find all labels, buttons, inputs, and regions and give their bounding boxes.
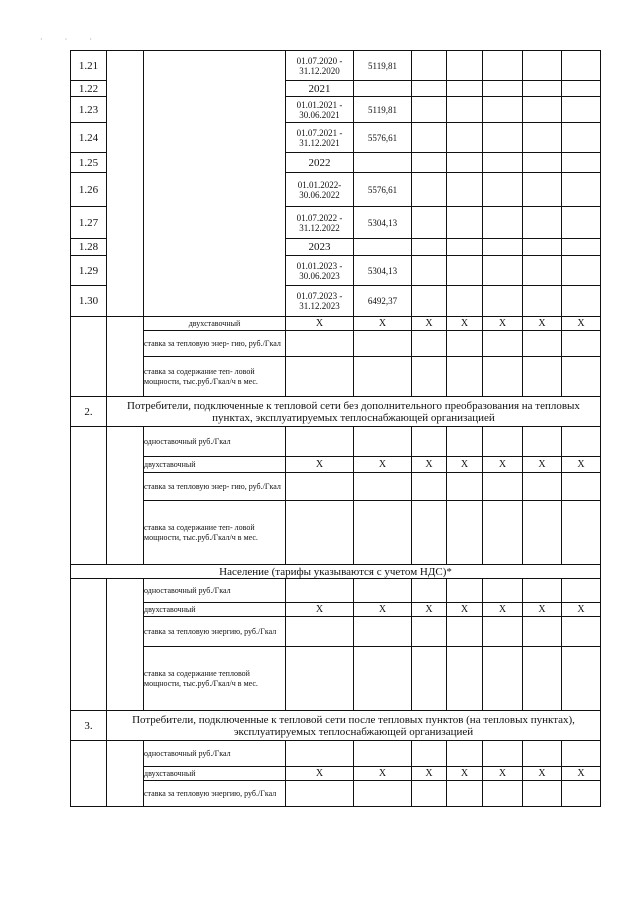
row-number: 1.26 xyxy=(71,173,107,207)
table-row xyxy=(71,51,601,81)
empty-cell xyxy=(107,51,144,317)
rate-label: ставка за тепловую энергию, руб./Гкал xyxy=(144,781,286,807)
table-row xyxy=(71,617,601,647)
period-cell: 01.01.2022- 30.06.2022 xyxy=(286,173,354,207)
na-mark: X xyxy=(354,767,412,781)
na-mark: X xyxy=(286,603,354,617)
na-mark: X xyxy=(447,603,483,617)
na-mark: X xyxy=(447,317,483,331)
year-cell: 2023 xyxy=(286,239,354,256)
na-mark: X xyxy=(523,317,562,331)
table-row xyxy=(71,501,601,565)
section-title: Потребители, подключенные к тепловой сети без дополнительного преобразования на тепловых пунктах, эксплуатируемых теплоснабжающей организацией xyxy=(107,397,601,427)
na-mark: X xyxy=(286,317,354,331)
na-mark: X xyxy=(447,767,483,781)
na-mark: X xyxy=(447,457,483,473)
na-mark: X xyxy=(354,317,412,331)
year-cell: 2021 xyxy=(286,81,354,97)
table-row xyxy=(71,357,601,397)
table-row xyxy=(71,579,601,603)
price-cell: 5576,61 xyxy=(354,123,412,153)
na-mark: X xyxy=(483,457,523,473)
table-row xyxy=(71,473,601,501)
tariff-table xyxy=(70,50,601,807)
section-title: Потребители, подключенные к тепловой сети после тепловых пунктов (на тепловых пунктах), эксплуатируемых теплоснабжающей организацией xyxy=(107,711,601,741)
tariff-type-label: двухставочный xyxy=(144,603,286,617)
table-row xyxy=(71,331,601,357)
na-mark: X xyxy=(412,603,447,617)
row-number: 1.25 xyxy=(71,153,107,173)
section-number: 3. xyxy=(71,711,107,741)
tariff-type-label: двухставочный xyxy=(144,767,286,781)
table-row xyxy=(71,781,601,807)
section-header-row xyxy=(71,397,601,427)
row-number: 1.27 xyxy=(71,207,107,239)
na-mark: X xyxy=(286,457,354,473)
price-cell: 5576,61 xyxy=(354,173,412,207)
price-cell: 6492,37 xyxy=(354,286,412,317)
na-mark: X xyxy=(562,767,601,781)
price-cell: 5119,81 xyxy=(354,51,412,81)
period-cell: 01.07.2021 - 31.12.2021 xyxy=(286,123,354,153)
na-mark: X xyxy=(354,457,412,473)
price-cell: 5119,81 xyxy=(354,97,412,123)
rate-label: ставка за тепловую энер- гию, руб./Гкал xyxy=(144,331,286,357)
na-mark: X xyxy=(412,767,447,781)
population-header: Население (тарифы указываются с учетом НДС)* xyxy=(71,565,601,579)
row-number: 1.28 xyxy=(71,239,107,256)
na-mark: X xyxy=(483,767,523,781)
tariff-type-label: одноставочный руб./Гкал xyxy=(144,579,286,603)
period-cell: 01.07.2023 - 31.12.2023 xyxy=(286,286,354,317)
na-mark: X xyxy=(412,317,447,331)
empty-cell xyxy=(144,51,286,317)
na-mark: X xyxy=(483,317,523,331)
rate-label: ставка за содержание теп- ловой мощности, тыс.руб./Гкал/ч в мес. xyxy=(144,501,286,565)
row-number: 1.29 xyxy=(71,256,107,286)
na-mark: X xyxy=(562,317,601,331)
table-row xyxy=(71,741,601,767)
table-row xyxy=(71,767,601,781)
table-row xyxy=(71,427,601,457)
page-mark: · · · xyxy=(40,35,102,44)
rate-label: ставка за содержание тепловой мощности, тыс.руб./Гкал/ч в мес. xyxy=(144,647,286,711)
na-mark: X xyxy=(523,603,562,617)
price-cell: 5304,13 xyxy=(354,207,412,239)
row-number: 1.21 xyxy=(71,51,107,81)
tariff-type-label: двухставочный xyxy=(144,317,286,331)
na-mark: X xyxy=(483,603,523,617)
row-number: 1.22 xyxy=(71,81,107,97)
period-cell: 01.01.2021 - 30.06.2021 xyxy=(286,97,354,123)
period-cell: 01.07.2022 - 31.12.2022 xyxy=(286,207,354,239)
row-number: 1.30 xyxy=(71,286,107,317)
na-mark: X xyxy=(354,603,412,617)
section-header-row xyxy=(71,565,601,579)
section-header-row xyxy=(71,711,601,741)
period-cell: 01.07.2020 - 31.12.2020 xyxy=(286,51,354,81)
rate-label: ставка за тепловую энер- гию, руб./Гкал xyxy=(144,473,286,501)
price-cell: 5304,13 xyxy=(354,256,412,286)
na-mark: X xyxy=(286,767,354,781)
row-number: 1.23 xyxy=(71,97,107,123)
row-number: 1.24 xyxy=(71,123,107,153)
na-mark: X xyxy=(412,457,447,473)
table-row xyxy=(71,317,601,331)
na-mark: X xyxy=(523,767,562,781)
na-mark: X xyxy=(562,603,601,617)
tariff-type-label: двухставочный xyxy=(144,457,286,473)
year-cell: 2022 xyxy=(286,153,354,173)
rate-label: ставка за тепловую энергию, руб./Гкал xyxy=(144,617,286,647)
period-cell: 01.01.2023 - 30.06.2023 xyxy=(286,256,354,286)
table-row xyxy=(71,457,601,473)
table-row xyxy=(71,603,601,617)
table-row xyxy=(71,647,601,711)
na-mark: X xyxy=(523,457,562,473)
tariff-type-label: одноставочный руб./Гкал xyxy=(144,741,286,767)
rate-label: ставка за содержание теп- ловой мощности, тыс.руб./Гкал/ч в мес. xyxy=(144,357,286,397)
na-mark: X xyxy=(562,457,601,473)
tariff-type-label: одноставочный руб./Гкал xyxy=(144,427,286,457)
section-number: 2. xyxy=(71,397,107,427)
